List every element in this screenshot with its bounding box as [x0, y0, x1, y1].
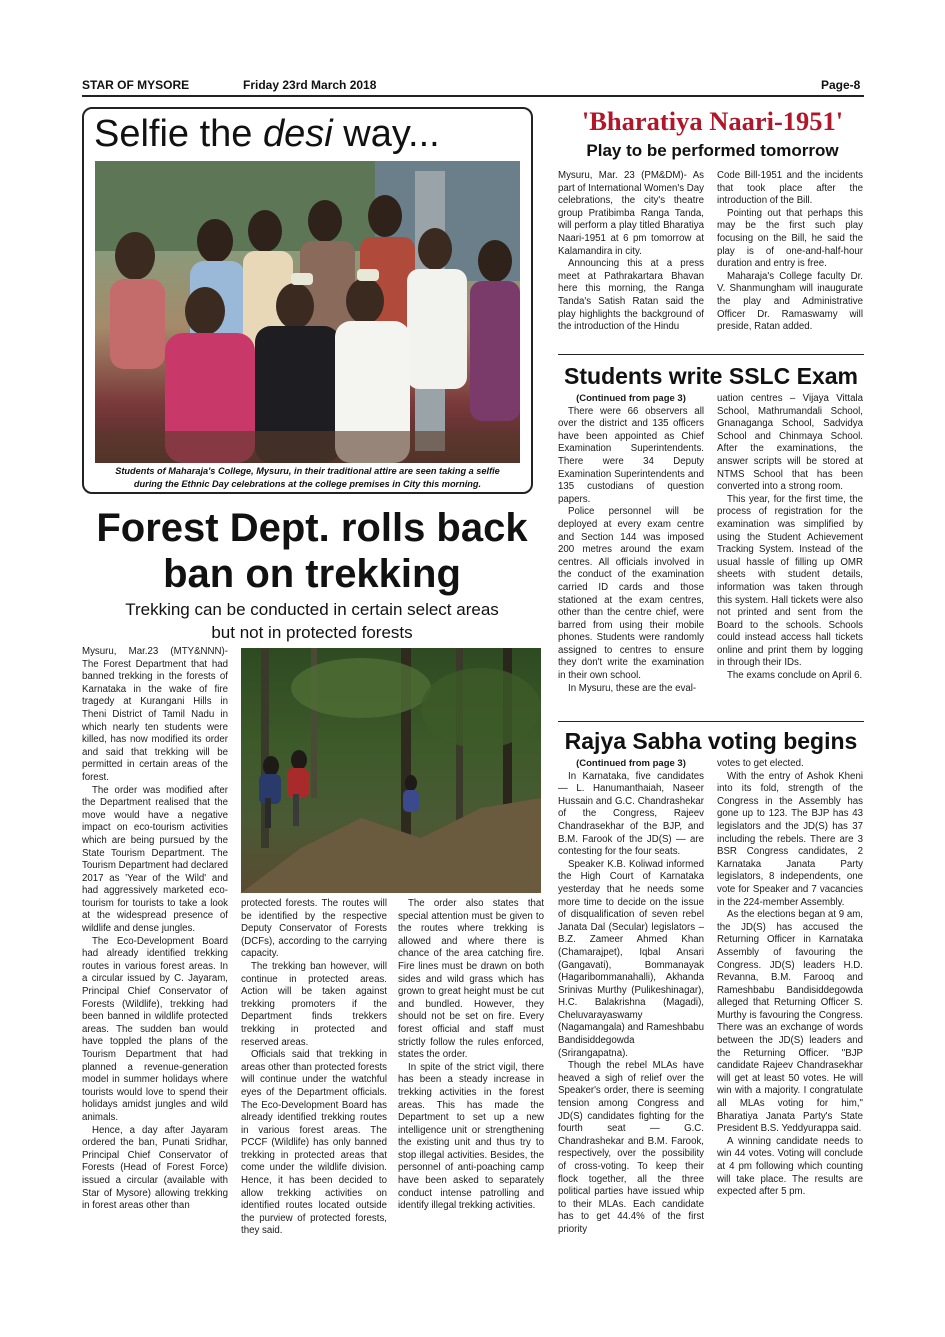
paragraph: The order also states that special attention must be given to the routes where trekking is allowed and where there is chance of the area catching fire. Fire lines must be drawn on both sides and wild grass which has grown to great height must be cut and bundled. However, they should not be set on fire. Every forest official and staff must strictly follow the rules enforced, states the order. [398, 898, 544, 1061]
selfie-title: Selfie the desi way... [94, 113, 440, 155]
rajya-column-2 [717, 758, 863, 1199]
sslc-title: Students write SSLC Exam [564, 363, 858, 389]
forest-deck [82, 598, 542, 644]
paragraph: Code Bill-1951 and the incidents that took place after the introduction of the Bill. [717, 170, 863, 207]
naari-subtitle: Play to be performed tomorrow [586, 141, 839, 160]
paragraph: Though the rebel MLAs have heaved a sigh of relief over the Speaker's order, there is seeming tension among Congress and JD(S) candidates fighting for the fourth seat — G.C. Chandrashekar and B.M. Farook, respectively, over the possibility of cross-voting. To keep their flock together, all the three political parties have issued whip to their MLAs. Each candidate has to get 44.4% of the first priority [558, 1060, 704, 1235]
masthead-rule [82, 95, 864, 97]
paragraph: The Eco-Development Board had already identified trekking routes in various forest areas. In a circular issued by C. Jayaram, Principal Chief Conservator of Forests (Wildlife), trekking had been banned in wildlife protected areas. The sudden ban would have toppled the plans of the Tourism Department that had planned a revenue-generation model in summer holidays where tourists would love to spend their holidays amidst jungles and wild animals. [82, 935, 228, 1123]
selfie-caption [90, 465, 525, 490]
trekking-photo-art [241, 648, 541, 893]
forest-deck-line2: but not in protected forests [211, 623, 413, 642]
sslc-column-1 [558, 393, 704, 695]
masthead-date: Friday 23rd March 2018 [243, 78, 377, 92]
paragraph: As the elections began at 9 am, the JD(S) has accused the Returning Officer in Karnataka Assembly of favouring the Congress. JD(S) leaders H.D. Revanna, B.M. Farooq and Rameshbabu Bandisiddegowda alleged that Returning Officer S. Murthy is favouring the Congress. There was an exchange of words between the JD(S) leaders and the Returning Officer. "BJP candidate Rajeev Chandrasekhar will get at least 50 votes. He will win with a majority. I congratulate all MLAs voting for him," Bharatiya Janata Party's State President B.S. Yeddyurappa said. [717, 909, 863, 1135]
paragraph: The exams conclude on April 6. [727, 670, 863, 682]
selfie-photo-art [95, 161, 520, 463]
naari-column-2 [717, 170, 863, 334]
rajya-continued-label: (Continued from page 3) [576, 758, 686, 769]
paragraph: votes to get elected. [717, 758, 804, 769]
sslc-continued-label: (Continued from page 3) [576, 393, 686, 404]
forest-column-2 [241, 898, 387, 1238]
paragraph: In Karnataka, five candidates — L. Hanumanthaiah, Naseer Hussain and G.C. Chandrashekar of the Congress, Rajeev Chandrasekhar of the BJP, and B.M. Farook of the JD(S) — are contesting for the four seats. [558, 770, 704, 858]
paragraph: Maharaja's College faculty Dr. V. Shanmungham will inaugurate the play and Administrative Officer Dr. Ramaswamy will preside, Ratan added. [717, 270, 863, 333]
paragraph: uation centres – Vijaya Vittala School, Mathrumandali School, Gnanaganga School, Sadvidya School and Chinmaya School. After the examinations, the answer scripts will be stored at NTMS School that has been converted into a strong room. [717, 393, 863, 493]
paragraph: This year, for the first time, the process of registration for the examination was simplified by using the Student Achievement Tracking System. Instead of the usual hassle of filling up OMR sheets with student details, information was taken through this system. Hall tickets were also not printed and sent from the Board to the schools. Schools could instead access hall tickets online and print them by logging in through their IDs. [717, 493, 863, 669]
forest-headline-line2: ban on trekking [163, 552, 461, 596]
sslc-divider [558, 721, 864, 722]
selfie-photo [95, 161, 520, 463]
sslc-column-2 [717, 393, 863, 683]
naari-column-1 [558, 170, 704, 334]
paragraph: There were 66 observers all over the district and 135 officers have been appointed as Chief Examination Superintendents. There were 34 Deputy Examination Superintendents and 135 custodians of question papers. [558, 405, 704, 505]
rajya-title: Rajya Sabha voting begins [564, 728, 858, 754]
forest-column-1 [82, 646, 228, 1213]
paragraph: Hence, a day after Jayaram ordered the ban, Punati Sridhar, Principal Chief Conservator of Forests (Head of Forest Force) issued a circular (available with Star of Mysore) allowing trekking in forest areas other than [82, 1124, 228, 1212]
forest-deck-line1: Trekking can be conducted in certain select areas [125, 600, 499, 619]
naari-title: 'Bharatiya Naari-1951' [581, 106, 844, 136]
selfie-caption-line2: during the Ethnic Day celebrations at the college premises in City this morning. [133, 478, 482, 489]
paragraph: Mysuru, Mar. 23 (PM&DM)- As part of International Women's Day celebrations, the city's theatre group Pratibimba Ranga Tanda, will perform a play titled Bharatiya Naari-1951 at 6 pm tomorrow at Kalamandira in city. [558, 170, 704, 257]
paragraph: Officials said that trekking in areas other than protected forests will continue under the watchful eyes of the Department officials. The Eco-Development Board has already identified trekking routes in various forest areas. The PCCF (Wildlife) has only banned trekking in protected areas that come under the wildlife division. Hence, it has been decided to allow trekking activities on identified routes located outside the purview of protected forests, they said. [241, 1049, 387, 1237]
naari-divider [558, 354, 864, 355]
paragraph: Speaker K.B. Koliwad informed the High Court of Karnataka yesterday that he needs some more time to decide on the issue of disqualification of seven rebel Janata Dal (Secular) legislators – B.Z. Zameer Ahmed Khan (Chamarajpet), Iqbal Ansari (Gangavati), Bommanayak (Hagaribommanahalli), Akhanda Srinivas Murthy (Pulikeshinagar), H.C. Balakrishna (Magadi), Cheluvarayaswamy (Nagamangala) and Rameshbabu Bandisiddegowda (Srirangapatna). [558, 858, 704, 1059]
paragraph: The order was modified after the Department realised that the move would have a negative impact on eco-tourism activities which are being pursued by the State Tourism Department. The Tourism Department had declared 2017 as 'Year of the Wild' and had aggressively marketed eco-tourism for tourists to take a look at the widespread presence of wildlife and dense jungles. [82, 784, 228, 935]
paragraph: In Mysuru, these are the eval- [568, 682, 697, 694]
paragraph: In spite of the strict vigil, there has been a steady increase in trekking activities in the forest areas. This has made the Department to set up a new intelligence unit or strengthening the existing unit and thus try to stop illegal activities. Besides, the personnel of anti-poaching camp have been asked to separately conduct intense patrolling and identify illegal trekking activities. [398, 1061, 544, 1212]
forest-headline [82, 505, 542, 597]
trekking-photo [241, 648, 541, 893]
selfie-box [82, 107, 533, 494]
masthead-paper-name: STAR OF MYSORE [82, 78, 190, 92]
paragraph: protected forests. The routes will be identified by the respective Deputy Conservator of Forests (DCFs), according to the carrying capacity. [241, 898, 387, 960]
paragraph: Police personnel will be deployed at every exam centre and Section 144 was imposed 200 metres around the exam centres. All officials involved in the conduct of the examination carried ID cards and those stationed at the exam centres, other than the centre chief, were barred from using their mobile phones. Students were randomly assigned to centres to ensure they don't write the examination in their own school. [558, 506, 704, 682]
paragraph: Pointing out that perhaps this may be the first such play focusing on the Bill, he said the play is of one-and-half-hour duration and entry is free. [717, 207, 863, 270]
paragraph: Announcing this at a press meet at Pathrakartara Bhavan here this morning, the Ranga Tanda's Satish Ratan said the play highlights the background of the introduction of the Hindu [558, 258, 704, 333]
paragraph: Mysuru, Mar.23 (MTY&NNN)- The Forest Department that had banned trekking in the forests of Karnataka in the wake of fire tragedy at Kurangani Hills in Theni District of Tamil Nadu in which nearly ten students were killed, has now modified its order and said that trekking will be permitted in certain areas of the forest. [82, 646, 228, 783]
rajya-column-1 [558, 758, 704, 1237]
selfie-caption-line1: Students of Maharaja's College, Mysuru, in their traditional attire are seen taking a selfie [115, 466, 500, 476]
paragraph: A winning candidate needs to win 44 votes. Voting will conclude at 4 pm following which counting will take place. The results are expected after 5 pm. [717, 1135, 863, 1198]
paragraph: The trekking ban however, will continue in protected areas. Action will be taken against trekking promoters if the Department finds trekkers trekking in protected and reserved areas. [241, 960, 387, 1048]
forest-column-3 [398, 898, 544, 1213]
paragraph: With the entry of Ashok Kheni into its fold, strength of the Congress in the Assembly has gone up to 123. The BJP has 43 legislators and the JD(S) has 37 including the rebels. There are 3 BSR Congress candidates, 2 Karnataka Janata Party legislators, 8 independents, one vote for Speaker and 7 vacancies in the 224-member Assembly. [717, 770, 863, 908]
masthead-page-number: Page-8 [821, 78, 861, 92]
forest-headline-line1: Forest Dept. rolls back [96, 506, 528, 550]
